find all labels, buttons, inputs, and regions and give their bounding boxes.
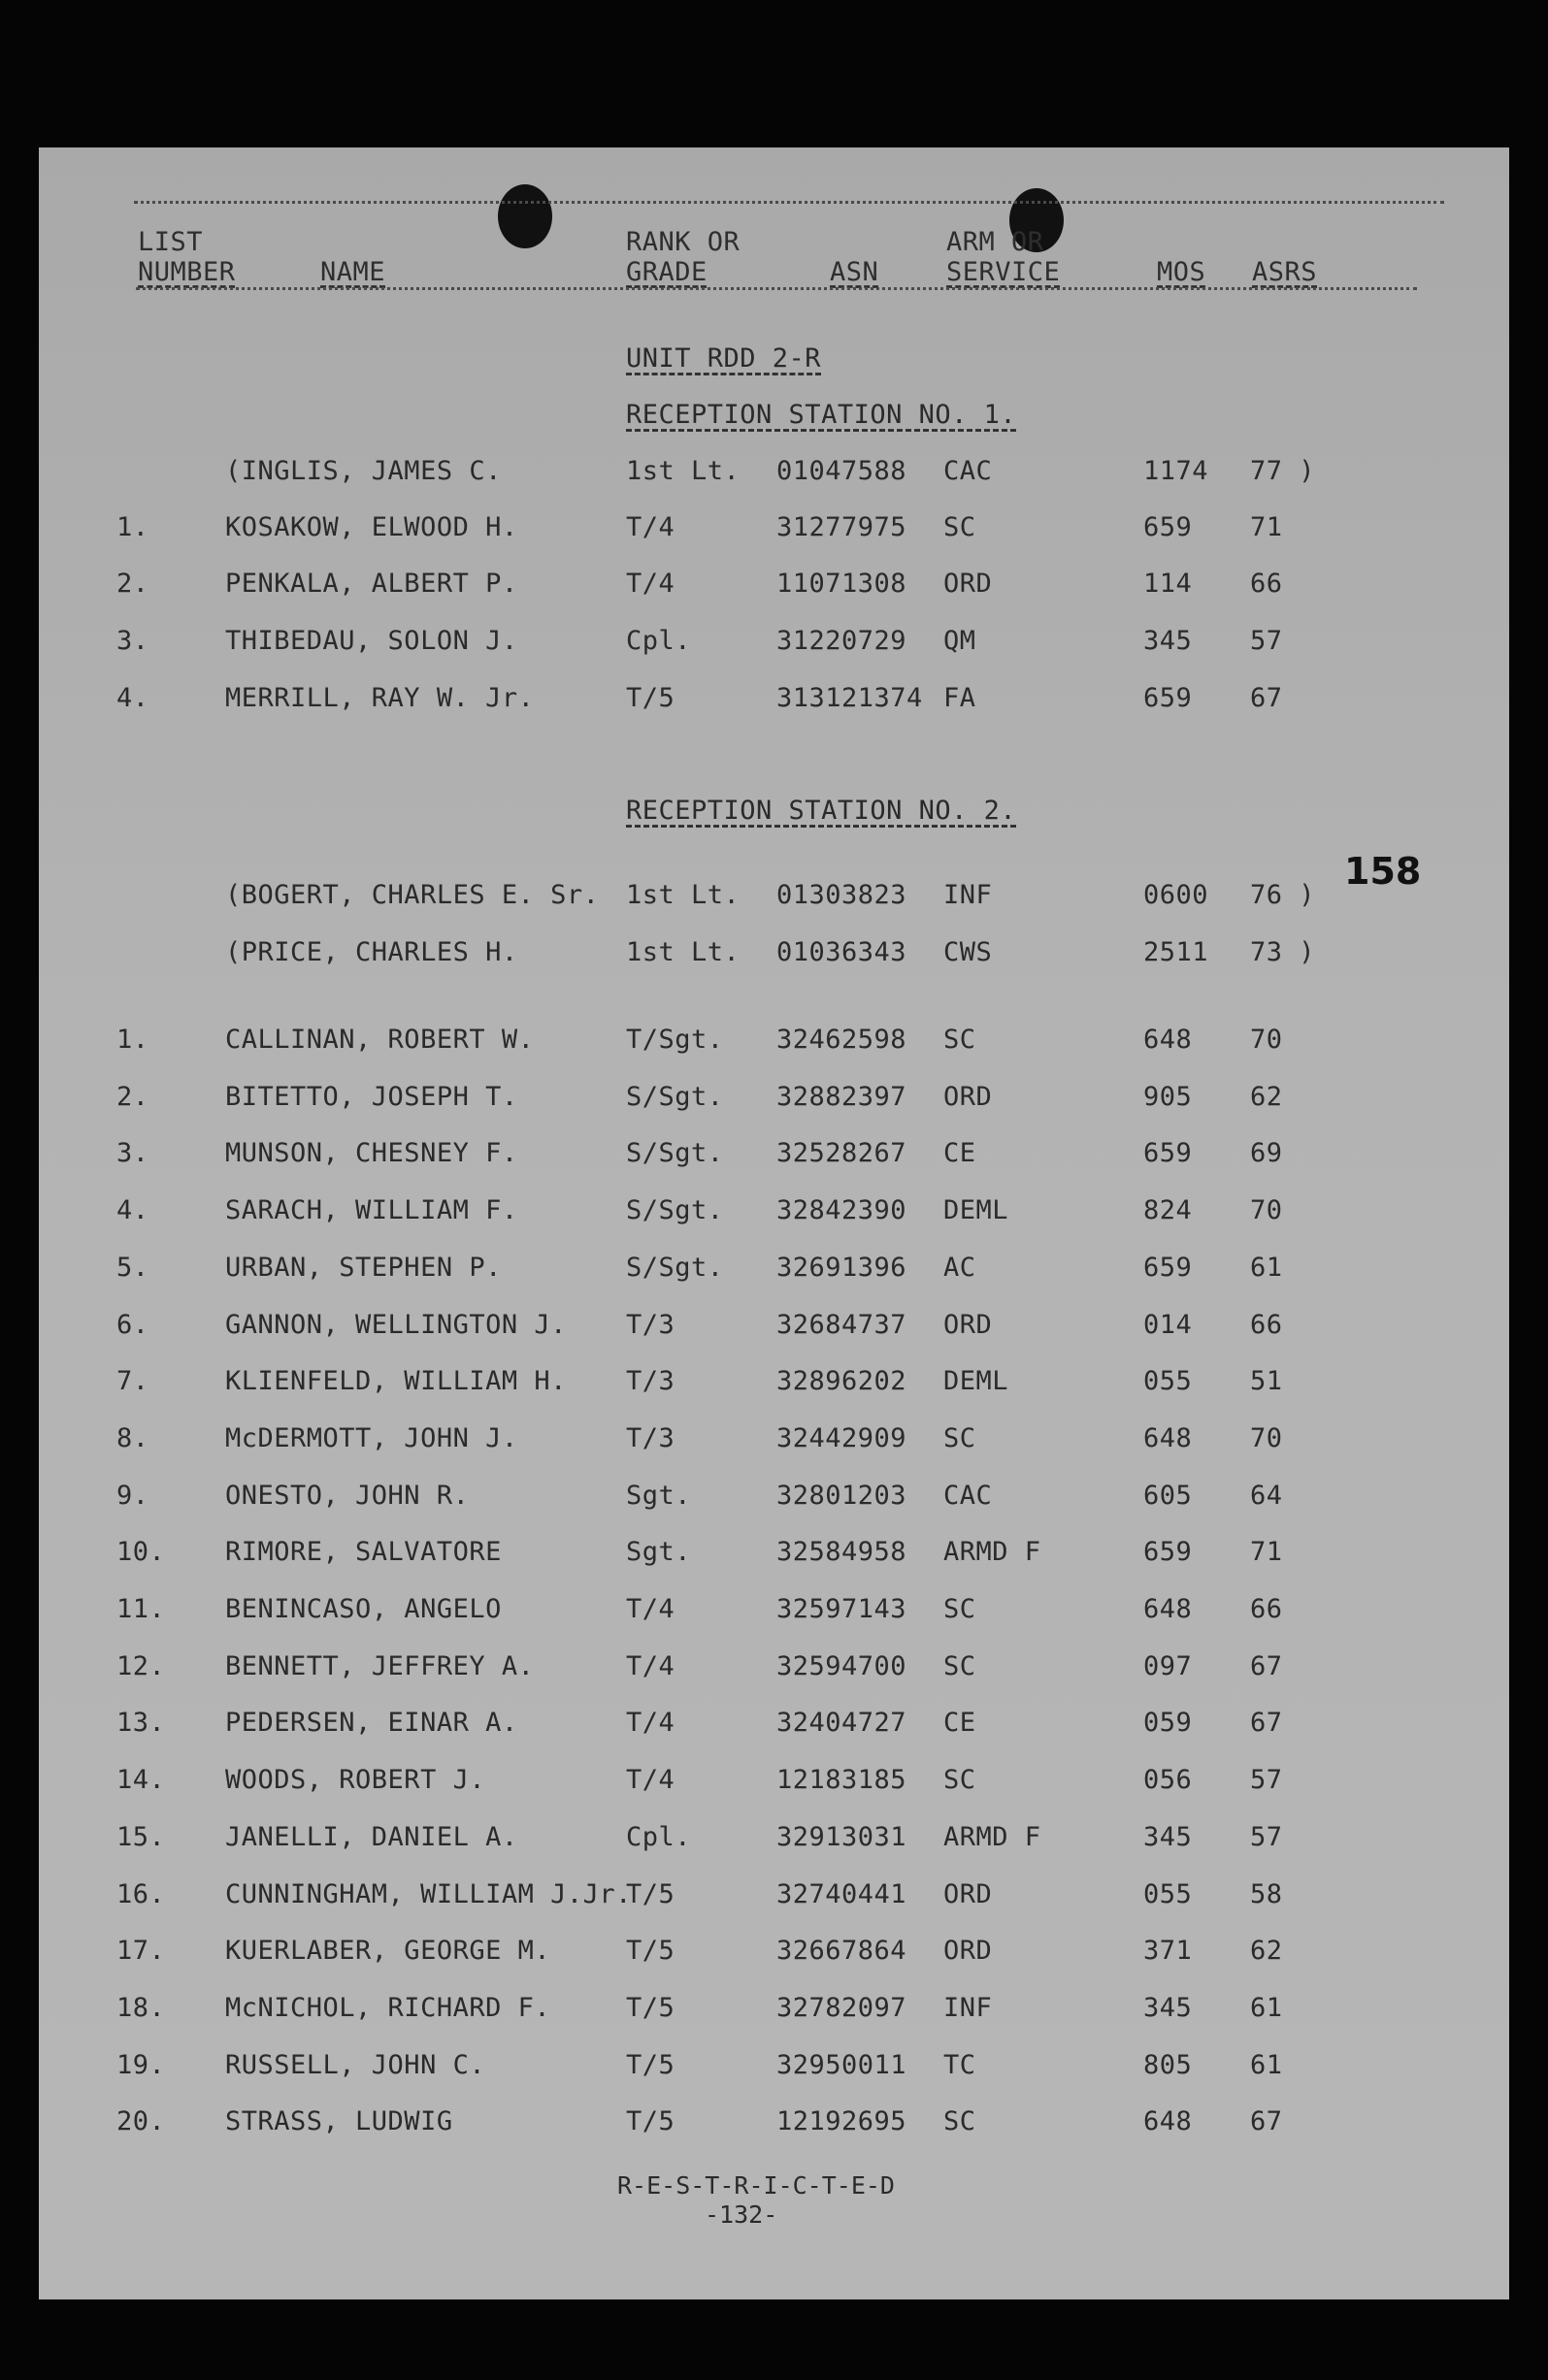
- row-asn: 32442909: [776, 1423, 907, 1453]
- row-rank: T/5: [626, 1993, 675, 2023]
- row-name: JANELLI, DANIEL A.: [225, 1822, 518, 1852]
- row-rank: T/5: [626, 2106, 675, 2136]
- row-arm: INF: [943, 880, 993, 910]
- row-asn: 32801203: [776, 1481, 907, 1511]
- row-asn: 12183185: [776, 1765, 907, 1795]
- row-num: 6.: [116, 1310, 149, 1340]
- row-arm: CAC: [943, 456, 993, 486]
- row-arm: INF: [943, 1993, 993, 2023]
- row-asrs: 66: [1250, 569, 1283, 599]
- row-mos: 2511: [1143, 937, 1209, 967]
- row-arm: SC: [943, 1423, 976, 1453]
- row-mos: 345: [1143, 1822, 1193, 1852]
- punch-hole: [498, 184, 552, 248]
- row-asn: 01047588: [776, 456, 907, 486]
- header-asn: ASN: [830, 257, 879, 287]
- row-rank: T/3: [626, 1366, 675, 1396]
- row-rank: T/Sgt.: [626, 1025, 724, 1055]
- row-mos: 905: [1143, 1082, 1193, 1112]
- row-name: BENNETT, JEFFREY A.: [225, 1651, 535, 1681]
- header-list-number: LIST: [138, 227, 204, 257]
- row-asn: 32842390: [776, 1195, 907, 1225]
- row-mos: 605: [1143, 1481, 1193, 1511]
- row-name: BENINCASO, ANGELO: [225, 1594, 502, 1624]
- row-asrs: 73 ): [1250, 937, 1316, 967]
- row-num: 3.: [116, 626, 149, 656]
- row-asrs: 70: [1250, 1423, 1283, 1453]
- row-rank: 1st Lt.: [626, 880, 741, 910]
- row-num: 18.: [116, 1993, 166, 2023]
- row-mos: 805: [1143, 2050, 1193, 2080]
- row-asrs: 61: [1250, 1993, 1283, 2023]
- row-num: 13.: [116, 1708, 166, 1738]
- row-rank: 1st Lt.: [626, 456, 741, 486]
- row-mos: 056: [1143, 1765, 1193, 1795]
- row-mos: 345: [1143, 626, 1193, 656]
- row-mos: 659: [1143, 683, 1193, 713]
- row-num: 2.: [116, 569, 149, 599]
- row-num: 4.: [116, 683, 149, 713]
- row-arm: SC: [943, 512, 976, 542]
- row-asrs: 70: [1250, 1195, 1283, 1225]
- row-name: PEDERSEN, EINAR A.: [225, 1708, 518, 1738]
- row-asn: 32782097: [776, 1993, 907, 2023]
- row-num: 16.: [116, 1879, 166, 1909]
- row-arm: AC: [943, 1253, 976, 1283]
- row-asrs: 62: [1250, 1082, 1283, 1112]
- page-number: -132-: [705, 2201, 778, 2229]
- row-mos: 014: [1143, 1310, 1193, 1340]
- header-grade: GRADE: [626, 257, 708, 287]
- row-asrs: 61: [1250, 2050, 1283, 2080]
- row-mos: 648: [1143, 1025, 1193, 1055]
- row-mos: 648: [1143, 2106, 1193, 2136]
- row-asrs: 71: [1250, 1537, 1283, 1567]
- row-num: 2.: [116, 1082, 149, 1112]
- row-arm: ARMD F: [943, 1537, 1041, 1567]
- header-service: SERVICE: [946, 257, 1061, 287]
- row-asrs: 64: [1250, 1481, 1283, 1511]
- row-mos: 371: [1143, 1936, 1193, 1966]
- row-name: PENKALA, ALBERT P.: [225, 569, 518, 599]
- row-name: KUERLABER, GEORGE M.: [225, 1936, 551, 1966]
- row-mos: 114: [1143, 569, 1193, 599]
- row-rank: S/Sgt.: [626, 1138, 724, 1168]
- section-2-title: RECEPTION STATION NO. 2.: [626, 796, 1017, 826]
- row-rank: Sgt.: [626, 1537, 692, 1567]
- row-num: 17.: [116, 1936, 166, 1966]
- row-asrs: 61: [1250, 1253, 1283, 1283]
- row-arm: ORD: [943, 1310, 993, 1340]
- header-rule: [136, 287, 1417, 290]
- row-mos: 059: [1143, 1708, 1193, 1738]
- row-asn: 32691396: [776, 1253, 907, 1283]
- row-rank: Cpl.: [626, 626, 692, 656]
- row-asn: 32594700: [776, 1651, 907, 1681]
- row-name: RUSSELL, JOHN C.: [225, 2050, 486, 2080]
- row-name: MUNSON, CHESNEY F.: [225, 1138, 518, 1168]
- row-num: 5.: [116, 1253, 149, 1283]
- row-num: 15.: [116, 1822, 166, 1852]
- row-asrs: 76 ): [1250, 880, 1316, 910]
- row-rank: Sgt.: [626, 1481, 692, 1511]
- row-asrs: 66: [1250, 1310, 1283, 1340]
- top-rule: [134, 201, 1444, 204]
- row-asn: 32584958: [776, 1537, 907, 1567]
- row-asn: 32950011: [776, 2050, 907, 2080]
- row-asrs: 66: [1250, 1594, 1283, 1624]
- row-asrs: 57: [1250, 626, 1283, 656]
- row-mos: 659: [1143, 512, 1193, 542]
- row-rank: 1st Lt.: [626, 937, 741, 967]
- row-rank: T/4: [626, 569, 675, 599]
- row-arm: SC: [943, 1651, 976, 1681]
- row-rank: S/Sgt.: [626, 1082, 724, 1112]
- row-name: (BOGERT, CHARLES E. Sr.: [225, 880, 600, 910]
- row-num: 19.: [116, 2050, 166, 2080]
- row-name: MERRILL, RAY W. Jr.: [225, 683, 535, 713]
- row-asrs: 57: [1250, 1822, 1283, 1852]
- row-asrs: 51: [1250, 1366, 1283, 1396]
- row-name: SARACH, WILLIAM F.: [225, 1195, 518, 1225]
- row-num: 14.: [116, 1765, 166, 1795]
- header-asrs: ASRS: [1252, 257, 1318, 287]
- row-num: 1.: [116, 1025, 149, 1055]
- row-name: THIBEDAU, SOLON J.: [225, 626, 518, 656]
- row-rank: T/5: [626, 683, 675, 713]
- row-asn: 01036343: [776, 937, 907, 967]
- header-name: NAME: [320, 257, 386, 287]
- row-num: 10.: [116, 1537, 166, 1567]
- row-name: McDERMOTT, JOHN J.: [225, 1423, 518, 1453]
- row-rank: T/5: [626, 2050, 675, 2080]
- row-name: CUNNINGHAM, WILLIAM J.Jr.: [225, 1879, 632, 1909]
- row-arm: CAC: [943, 1481, 993, 1511]
- row-arm: DEML: [943, 1195, 1009, 1225]
- row-num: 8.: [116, 1423, 149, 1453]
- row-arm: QM: [943, 626, 976, 656]
- row-arm: CWS: [943, 937, 993, 967]
- row-arm: ORD: [943, 1936, 993, 1966]
- row-mos: 659: [1143, 1138, 1193, 1168]
- classification-marking: R-E-S-T-R-I-C-T-E-D: [617, 2171, 895, 2200]
- row-asn: 32896202: [776, 1366, 907, 1396]
- row-rank: T/4: [626, 1651, 675, 1681]
- row-name: McNICHOL, RICHARD F.: [225, 1993, 551, 2023]
- row-asn: 32740441: [776, 1879, 907, 1909]
- row-mos: 0600: [1143, 880, 1209, 910]
- header-rank: RANK OR: [626, 227, 741, 257]
- header-arm: ARM OR: [946, 227, 1044, 257]
- row-asrs: 70: [1250, 1025, 1283, 1055]
- row-arm: FA: [943, 683, 976, 713]
- row-arm: SC: [943, 1025, 976, 1055]
- row-rank: T/4: [626, 1765, 675, 1795]
- row-mos: 648: [1143, 1594, 1193, 1624]
- row-arm: CE: [943, 1708, 976, 1738]
- row-rank: S/Sgt.: [626, 1195, 724, 1225]
- unit-title: UNIT RDD 2-R: [626, 343, 822, 374]
- row-arm: ARMD F: [943, 1822, 1041, 1852]
- row-name: ONESTO, JOHN R.: [225, 1481, 470, 1511]
- row-arm: DEML: [943, 1366, 1009, 1396]
- row-name: URBAN, STEPHEN P.: [225, 1253, 502, 1283]
- row-mos: 345: [1143, 1993, 1193, 2023]
- row-mos: 824: [1143, 1195, 1193, 1225]
- row-num: 1.: [116, 512, 149, 542]
- row-mos: 1174: [1143, 456, 1209, 486]
- row-num: 3.: [116, 1138, 149, 1168]
- row-asrs: 69: [1250, 1138, 1283, 1168]
- row-name: (PRICE, CHARLES H.: [225, 937, 518, 967]
- row-asn: 32667864: [776, 1936, 907, 1966]
- row-name: WOODS, ROBERT J.: [225, 1765, 486, 1795]
- row-arm: CE: [943, 1138, 976, 1168]
- row-asrs: 57: [1250, 1765, 1283, 1795]
- row-asrs: 58: [1250, 1879, 1283, 1909]
- row-mos: 648: [1143, 1423, 1193, 1453]
- row-name: KOSAKOW, ELWOOD H.: [225, 512, 518, 542]
- row-name: GANNON, WELLINGTON J.: [225, 1310, 567, 1340]
- row-name: CALLINAN, ROBERT W.: [225, 1025, 535, 1055]
- row-rank: T/4: [626, 512, 675, 542]
- row-num: 20.: [116, 2106, 166, 2136]
- row-mos: 097: [1143, 1651, 1193, 1681]
- row-rank: T/4: [626, 1594, 675, 1624]
- row-asn: 32528267: [776, 1138, 907, 1168]
- row-asn: 313121374: [776, 683, 923, 713]
- row-asrs: 67: [1250, 683, 1283, 713]
- row-asrs: 67: [1250, 2106, 1283, 2136]
- stamped-number: 158: [1344, 850, 1422, 893]
- row-mos: 055: [1143, 1366, 1193, 1396]
- row-asrs: 67: [1250, 1651, 1283, 1681]
- row-asn: 32684737: [776, 1310, 907, 1340]
- row-arm: ORD: [943, 1879, 993, 1909]
- row-asn: 31220729: [776, 626, 907, 656]
- row-rank: T/5: [626, 1936, 675, 1966]
- row-num: 4.: [116, 1195, 149, 1225]
- row-asrs: 71: [1250, 512, 1283, 542]
- section-1-title: RECEPTION STATION NO. 1.: [626, 400, 1017, 430]
- row-rank: T/4: [626, 1708, 675, 1738]
- header-number: NUMBER: [138, 257, 236, 287]
- row-asn: 11071308: [776, 569, 907, 599]
- row-asn: 32462598: [776, 1025, 907, 1055]
- row-asn: 31277975: [776, 512, 907, 542]
- row-asn: 32597143: [776, 1594, 907, 1624]
- row-num: 7.: [116, 1366, 149, 1396]
- row-arm: SC: [943, 1765, 976, 1795]
- row-asrs: 67: [1250, 1708, 1283, 1738]
- row-asn: 32404727: [776, 1708, 907, 1738]
- row-rank: Cpl.: [626, 1822, 692, 1852]
- row-num: 11.: [116, 1594, 166, 1624]
- row-asn: 12192695: [776, 2106, 907, 2136]
- row-name: STRASS, LUDWIG: [225, 2106, 453, 2136]
- row-num: 12.: [116, 1651, 166, 1681]
- row-arm: ORD: [943, 1082, 993, 1112]
- row-num: 9.: [116, 1481, 149, 1511]
- row-arm: SC: [943, 1594, 976, 1624]
- row-asn: 32882397: [776, 1082, 907, 1112]
- row-rank: S/Sgt.: [626, 1253, 724, 1283]
- row-asrs: 77 ): [1250, 456, 1316, 486]
- row-name: BITETTO, JOSEPH T.: [225, 1082, 518, 1112]
- row-arm: TC: [943, 2050, 976, 2080]
- row-mos: 659: [1143, 1253, 1193, 1283]
- header-mos: MOS: [1157, 257, 1206, 287]
- row-mos: 055: [1143, 1879, 1193, 1909]
- row-arm: SC: [943, 2106, 976, 2136]
- row-asn: 32913031: [776, 1822, 907, 1852]
- row-rank: T/3: [626, 1310, 675, 1340]
- row-name: KLIENFELD, WILLIAM H.: [225, 1366, 567, 1396]
- row-asrs: 62: [1250, 1936, 1283, 1966]
- row-mos: 659: [1143, 1537, 1193, 1567]
- row-arm: ORD: [943, 569, 993, 599]
- row-name: RIMORE, SALVATORE: [225, 1537, 502, 1567]
- row-rank: T/5: [626, 1879, 675, 1909]
- row-rank: T/3: [626, 1423, 675, 1453]
- row-asn: 01303823: [776, 880, 907, 910]
- row-name: (INGLIS, JAMES C.: [225, 456, 502, 486]
